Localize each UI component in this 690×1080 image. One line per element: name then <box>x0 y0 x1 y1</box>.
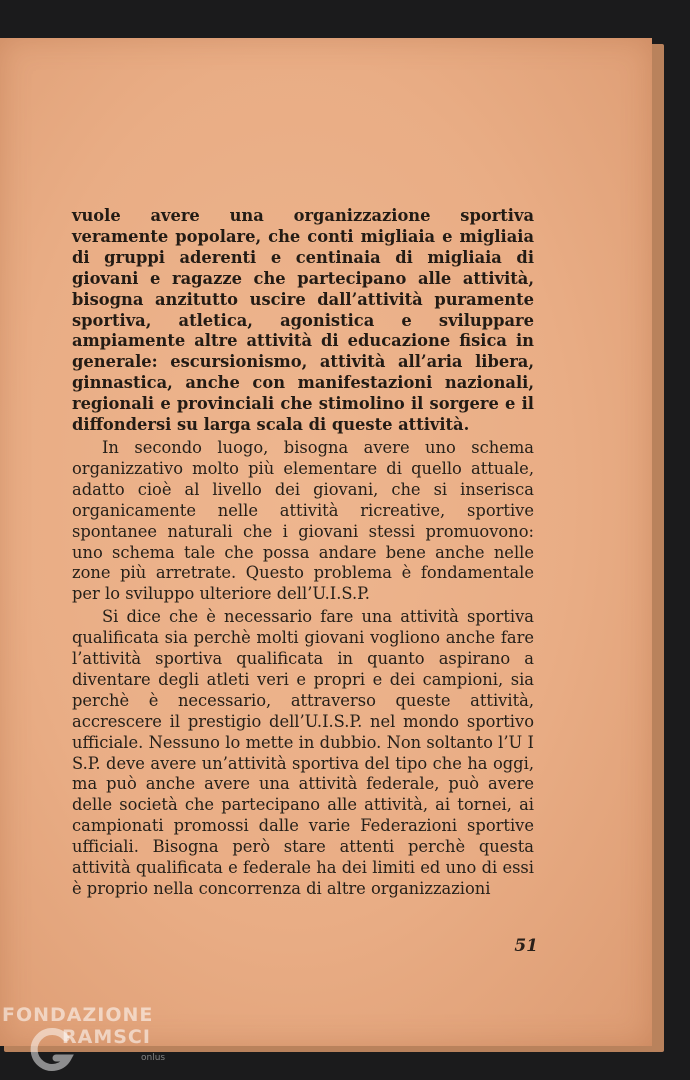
watermark-suffix: onlus <box>141 1053 166 1063</box>
paragraph-1: vuole avere una organizzazione sportiva veramente popolare, che conti migliaia e migliaia di gruppi aderenti e centinaia di migliaia di giovani e ragazze che partecipano alle attività, bisogna anzitutto uscire dall’attività puramente sportiva, atletica, agonistica e sviluppare ampiamente altre attività di educazione fisica in generale: escursionismo, attività all’aria libera, ginnastica, anche con manifestazioni nazionali, regionali e provinciali che stimolino il sorgere e il diffondersi su larga scala di queste attività. <box>72 206 534 435</box>
watermark-line1: FONDAZIONE <box>2 1004 154 1026</box>
paragraph-2: In secondo luogo, bisogna avere uno schema organizzativo molto più elementare di quello attuale, adatto cioè al livello dei giovani, che si inserisca organicamente nelle attività ricreative, sportive spontanee naturali che i giovani stessi promuovono: uno schema tale che possa andare bene anche nelle zone più arretrate. Questo problema è fondamentale per lo sviluppo ulteriore dell’U.I.S.P. <box>72 437 534 604</box>
watermark-line2: RAMSCI <box>62 1026 151 1048</box>
paragraph-3: Si dice che è necessario fare una attività sportiva qualificata sia perchè molti giovani vogliono anche fare l’attività sportiva qualificata in quanto aspirano a diventare degli atleti veri e propri e dei campioni, sia perchè è necessario, attraverso queste attività, accrescere il prestigio dell’U.I.S.P. nel mondo sportivo ufficiale. Nessuno lo mette in dubbio. Non soltanto l’U I S.P. deve avere un’attività sportiva del tipo che ha oggi, ma può anche avere una attività federale, può avere delle società che partecipano alle attività, ai tornei, ai campionati promossi dalle varie Federazioni sportive ufficiali. Bisogna però stare attenti perchè questa attività qualificata e federale ha dei limiti ed uno di essi è proprio nella concorrenza di altre organizzazioni <box>72 607 534 898</box>
page-number: 51 <box>514 936 538 956</box>
document-page <box>0 38 652 1046</box>
body-text <box>72 206 534 900</box>
watermark-logo <box>2 1004 172 1074</box>
